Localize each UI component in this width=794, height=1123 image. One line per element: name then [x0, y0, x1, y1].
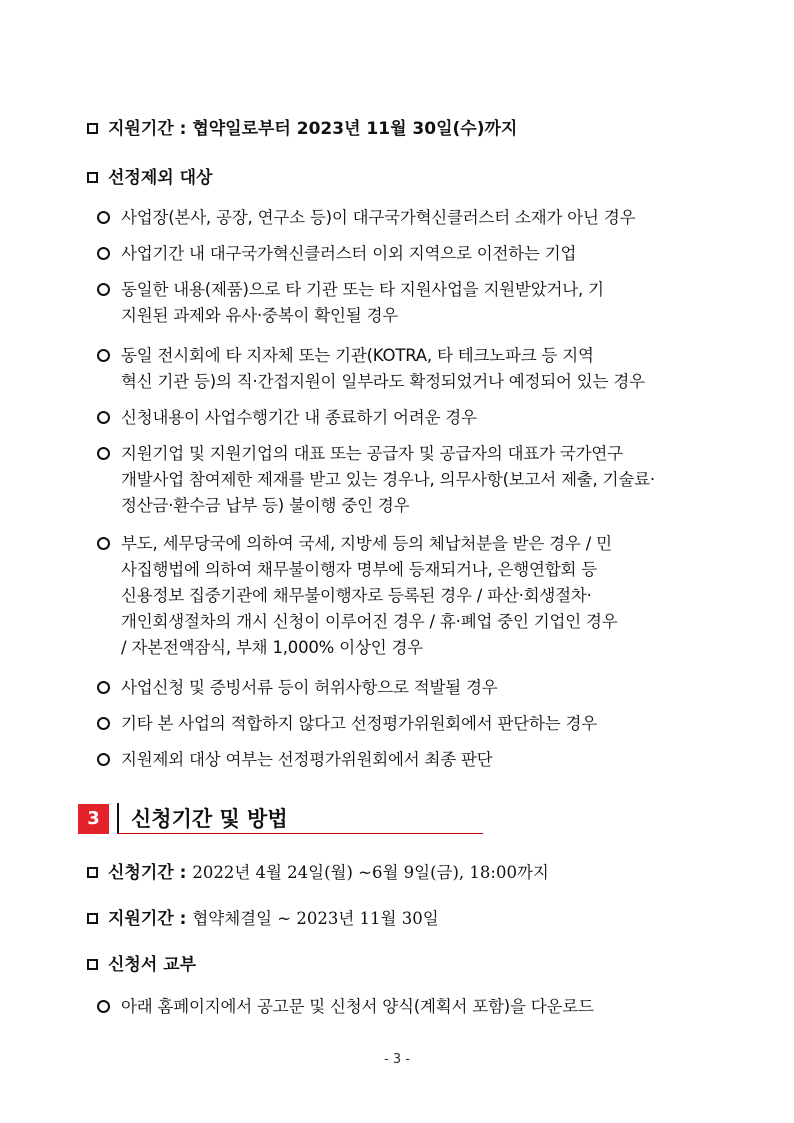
list-item-continuation: 개발사업 참여제한 제재를 받고 있는 경우나, 의무사항(보고서 제출, 기술료·	[121, 470, 655, 489]
bullet-circle-icon	[97, 1000, 110, 1013]
checkbox-square-icon	[87, 172, 98, 183]
support-period-value: 협약체결일 ~ 2023년 11월 30일	[192, 909, 439, 928]
apply-period: 신청기간 : 2022년 4월 24일(월) ~6월 9일(금), 18:00까지	[87, 858, 549, 883]
list-item: 사업장(본사, 공장, 연구소 등)이 대구국가혁신클러스터 소재가 아닌 경우	[97, 204, 635, 228]
bullet-circle-icon	[97, 537, 110, 550]
list-item: 부도, 세무당국에 의하여 국세, 지방세 등의 체납처분을 받은 경우 / 민	[97, 530, 612, 554]
bullet-circle-icon	[97, 349, 110, 362]
list-item: 동일 전시회에 타 지자체 또는 기관(KOTRA, 타 테크노파크 등 지역	[97, 342, 594, 366]
checkbox-square-icon	[87, 867, 98, 878]
list-item-continuation: 정산금·환수금 납부 등) 불이행 중인 경우	[121, 496, 410, 515]
list-item: 아래 홈페이지에서 공고문 및 신청서 양식(계획서 포함)을 다운로드	[97, 993, 594, 1017]
list-item-continuation: 개인회생절차의 개시 신청이 이루어진 경우 / 휴·폐업 중인 기업인 경우	[121, 612, 618, 631]
bullet-circle-icon	[97, 283, 110, 296]
checkbox-square-icon	[87, 959, 98, 970]
section-number-badge: 3	[78, 804, 109, 834]
list-item-continuation: 사집행법에 의하여 채무불이행자 명부에 등재되거나, 은행연합회 등	[121, 560, 598, 579]
list-item: 기타 본 사업의 적합하지 않다고 선정평가위원회에서 판단하는 경우	[97, 710, 597, 734]
list-item: 사업기간 내 대구국가혁신클러스터 이외 지역으로 이전하는 기업	[97, 240, 576, 264]
list-item: 사업신청 및 증빙서류 등이 허위사항으로 적발될 경우	[97, 674, 498, 698]
section-underline	[117, 833, 483, 834]
bullet-circle-icon	[97, 411, 110, 424]
apply-period-value: 2022년 4월 24일(월) ~6월 9일(금), 18:00까지	[192, 863, 549, 882]
list-item-continuation: / 자본전액잠식, 부채 1,000% 이상인 경우	[121, 638, 423, 657]
exclusion-heading: 선정제외 대상	[87, 163, 212, 188]
checkbox-square-icon	[87, 123, 98, 134]
list-item: 동일한 내용(제품)으로 타 기관 또는 타 지원사업을 지원받았거나, 기	[97, 276, 604, 300]
bullet-circle-icon	[97, 753, 110, 766]
list-item: 신청내용이 사업수행기간 내 종료하기 어려운 경우	[97, 404, 477, 428]
support-period: 지원기간 : 협약체결일 ~ 2023년 11월 30일	[87, 904, 439, 929]
bullet-circle-icon	[97, 681, 110, 694]
list-item: 지원제외 대상 여부는 선정평가위원회에서 최종 판단	[97, 746, 492, 770]
bullet-circle-icon	[97, 447, 110, 460]
bullet-circle-icon	[97, 717, 110, 730]
section-divider	[117, 803, 119, 834]
list-item-continuation: 신용정보 집중기관에 채무불이행자로 등록된 경우 / 파산·회생절차·	[121, 586, 592, 605]
submission-heading: 신청서 교부	[87, 950, 196, 975]
list-item: 지원기업 및 지원기업의 대표 또는 공급자 및 공급자의 대표가 국가연구	[97, 440, 623, 464]
bullet-circle-icon	[97, 211, 110, 224]
support-period-heading: 지원기간 : 협약일로부터 2023년 11월 30일(수)까지	[87, 114, 517, 139]
checkbox-square-icon	[87, 913, 98, 924]
list-item-continuation: 혁신 기관 등)의 직·간접지원이 일부라도 확정되었거나 예정되어 있는 경우	[121, 372, 645, 391]
page-number: - 3 -	[384, 1052, 410, 1067]
list-item-continuation: 지원된 과제와 유사·중복이 확인될 경우	[121, 306, 399, 325]
bullet-circle-icon	[97, 247, 110, 260]
section-title: 신청기간 및 방법	[131, 807, 288, 831]
